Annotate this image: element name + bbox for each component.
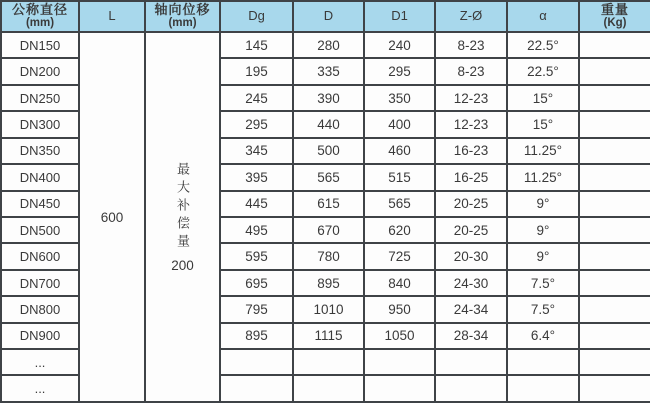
cell-z_phi: 16-25	[435, 164, 507, 190]
cell-d1	[364, 349, 435, 375]
cell-z_phi: 16-23	[435, 138, 507, 164]
header-axial-displacement	[145, 1, 220, 32]
cell-d: 670	[293, 217, 364, 243]
cell-d: 1010	[293, 296, 364, 322]
axial-compensation-value: 200	[171, 257, 194, 273]
cell-alpha: 22.5°	[507, 32, 579, 58]
cell-dn: DN150	[1, 32, 79, 58]
cell-z_phi: 12-23	[435, 85, 507, 111]
axial-compensation-label: 最大补偿量	[175, 161, 190, 252]
cell-z_phi: 12-23	[435, 111, 507, 137]
cell-dn: DN900	[1, 323, 79, 349]
cell-d1: 725	[364, 243, 435, 269]
cell-d: 895	[293, 270, 364, 296]
cell-alpha: 9°	[507, 243, 579, 269]
cell-d1: 460	[364, 138, 435, 164]
cell-d1: 1050	[364, 323, 435, 349]
cell-alpha: 6.4°	[507, 323, 579, 349]
cell-z_phi: 24-34	[435, 296, 507, 322]
cell-alpha	[507, 375, 579, 402]
cell-dn: DN400	[1, 164, 79, 190]
cell-z_phi: 20-30	[435, 243, 507, 269]
cell-d: 335	[293, 58, 364, 84]
cell-dn: DN800	[1, 296, 79, 322]
header-weight-label: 重量	[600, 2, 629, 18]
header-dg	[220, 1, 293, 32]
cell-z_phi: 28-34	[435, 323, 507, 349]
cell-dn: DN450	[1, 191, 79, 217]
header-l-label: L	[108, 8, 116, 24]
cell-weight	[579, 58, 650, 84]
cell-dn: DN200	[1, 58, 79, 84]
cell-dg: 395	[220, 164, 293, 190]
header-weight-unit: (Kg)	[603, 17, 627, 30]
cell-weight	[579, 138, 650, 164]
cell-dn: DN250	[1, 85, 79, 111]
cell-z_phi: 20-25	[435, 191, 507, 217]
cell-d: 500	[293, 138, 364, 164]
cell-dg: 895	[220, 323, 293, 349]
cell-alpha: 9°	[507, 191, 579, 217]
cell-d	[293, 349, 364, 375]
cell-d1: 400	[364, 111, 435, 137]
cell-d: 1115	[293, 323, 364, 349]
header-nominal-diameter	[1, 1, 79, 32]
cell-d	[293, 375, 364, 402]
cell-dg: 145	[220, 32, 293, 58]
cell-z_phi: 8-23	[435, 58, 507, 84]
cell-d1: 295	[364, 58, 435, 84]
cell-d1: 565	[364, 191, 435, 217]
cell-d: 280	[293, 32, 364, 58]
header-nominal-diameter-unit: (mm)	[25, 17, 55, 30]
cell-d1: 350	[364, 85, 435, 111]
cell-z_phi: 20-25	[435, 217, 507, 243]
cell-d1: 950	[364, 296, 435, 322]
cell-d: 565	[293, 164, 364, 190]
cell-d: 390	[293, 85, 364, 111]
header-weight	[579, 1, 650, 32]
cell-dn: ...	[1, 375, 79, 402]
cell-l-merged: 600	[79, 32, 145, 402]
cell-z_phi: 24-30	[435, 270, 507, 296]
cell-alpha: 7.5°	[507, 270, 579, 296]
cell-weight	[579, 191, 650, 217]
cell-weight	[579, 270, 650, 296]
header-nominal-diameter-label: 公称直径	[11, 2, 68, 18]
cell-alpha: 11.25°	[507, 138, 579, 164]
cell-weight	[579, 85, 650, 111]
cell-dg	[220, 349, 293, 375]
cell-weight	[579, 243, 650, 269]
table-row	[1, 32, 650, 58]
cell-dn: ...	[1, 349, 79, 375]
cell-weight	[579, 323, 650, 349]
cell-alpha: 22.5°	[507, 58, 579, 84]
cell-d: 440	[293, 111, 364, 137]
cell-dn: DN350	[1, 138, 79, 164]
cell-dg: 595	[220, 243, 293, 269]
cell-dn: DN600	[1, 243, 79, 269]
cell-alpha	[507, 349, 579, 375]
header-l	[79, 1, 145, 32]
header-d1-label: D1	[391, 8, 408, 24]
cell-d: 615	[293, 191, 364, 217]
cell-alpha: 7.5°	[507, 296, 579, 322]
header-dg-label: Dg	[248, 8, 265, 24]
cell-axial-compensation-merged	[145, 32, 220, 402]
cell-dg: 295	[220, 111, 293, 137]
cell-d1: 515	[364, 164, 435, 190]
cell-dg: 695	[220, 270, 293, 296]
cell-dg: 795	[220, 296, 293, 322]
header-axial-displacement-label: 轴向位移	[154, 2, 211, 18]
header-d-label: D	[323, 8, 334, 24]
cell-alpha: 15°	[507, 85, 579, 111]
header-d1	[364, 1, 435, 32]
header-row	[1, 1, 650, 32]
cell-alpha: 9°	[507, 217, 579, 243]
cell-z_phi: 8-23	[435, 32, 507, 58]
cell-d: 780	[293, 243, 364, 269]
cell-weight	[579, 217, 650, 243]
cell-weight	[579, 349, 650, 375]
cell-dg: 195	[220, 58, 293, 84]
cell-weight	[579, 164, 650, 190]
cell-dn: DN700	[1, 270, 79, 296]
cell-dg: 445	[220, 191, 293, 217]
header-alpha-label: α	[539, 8, 547, 24]
cell-d1: 620	[364, 217, 435, 243]
header-axial-displacement-unit: (mm)	[168, 17, 197, 30]
cell-dn: DN500	[1, 217, 79, 243]
cell-weight	[579, 111, 650, 137]
header-z-diameter	[435, 1, 507, 32]
cell-alpha: 11.25°	[507, 164, 579, 190]
table-body	[1, 32, 650, 402]
cell-z_phi	[435, 349, 507, 375]
cell-d1: 240	[364, 32, 435, 58]
cell-weight	[579, 375, 650, 402]
header-z-diameter-label: Z-Ø	[459, 8, 483, 24]
cell-alpha: 15°	[507, 111, 579, 137]
cell-dg	[220, 375, 293, 402]
cell-dg: 245	[220, 85, 293, 111]
cell-z_phi	[435, 375, 507, 402]
header-alpha	[507, 1, 579, 32]
cell-dn: DN300	[1, 111, 79, 137]
cell-d1	[364, 375, 435, 402]
cell-weight	[579, 32, 650, 58]
cell-d1: 840	[364, 270, 435, 296]
cell-dg: 345	[220, 138, 293, 164]
header-d	[293, 1, 364, 32]
cell-weight	[579, 296, 650, 322]
cell-dg: 495	[220, 217, 293, 243]
